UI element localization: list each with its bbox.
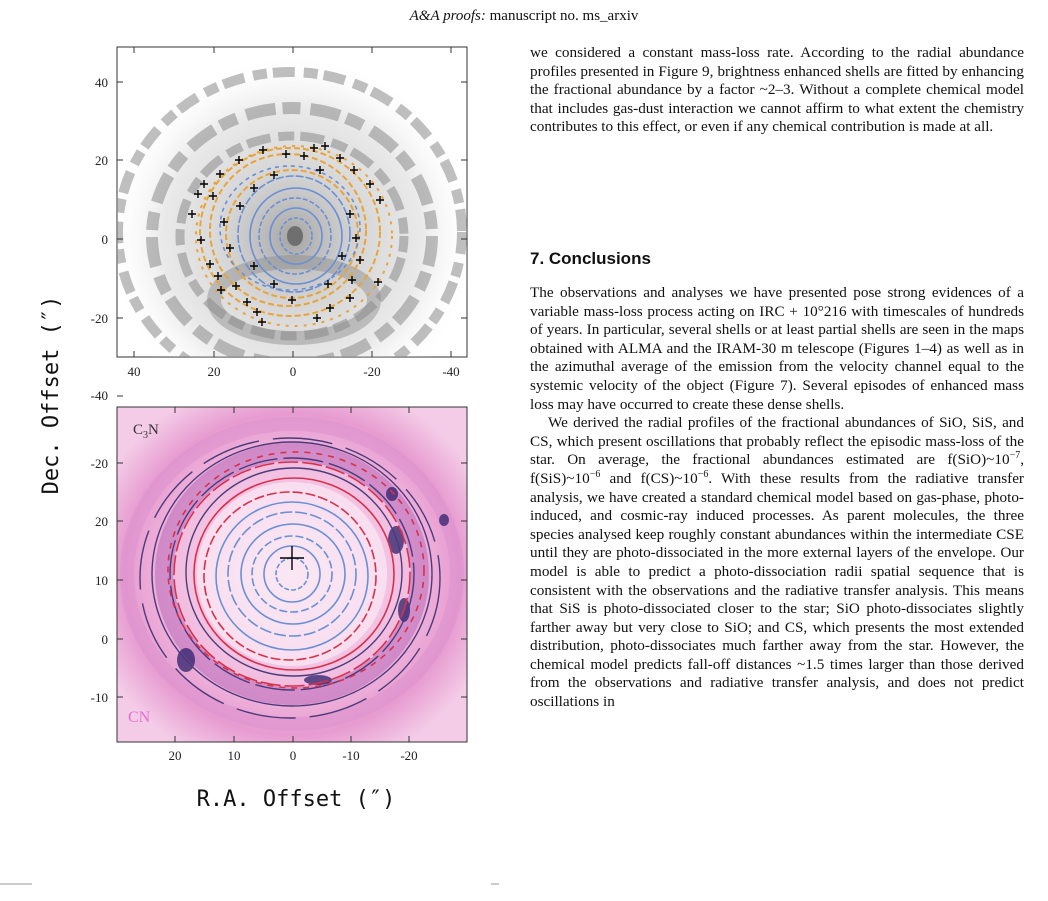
top-y-tick: 40 [95,75,108,90]
exponent: −6 [589,468,601,480]
bottom-y-tick: 0 [101,632,108,647]
exponent: −7 [1009,450,1021,462]
journal-name: A&A proofs: [409,8,486,24]
top-y-tick: -20 [90,311,108,326]
bottom-y-tick: -20 [90,456,108,471]
paragraph-2 [530,414,1024,712]
figure [0,0,520,901]
exponent: −6 [697,468,709,480]
paragraph-text: we considered a constant mass-loss rate. According to the radial abundance profiles presented in Figure 9, brightness enhanced shells are fitted by enhancing the fractional abundance by a factor ~2–3. Without a complete chemical model that includes gas-dust interaction we cannot affirm to what extent the chemistry contributes to this effect, or even if any chemical contribution is made at all. [530,44,1024,136]
paragraph-2-text: . With these results from the radiative transfer analysis, we have created a standard chemical model based on gas-phase, photo-induced, and cosmic-ray induced processes. As parent molecules, the three species analysed keep roughly constant abundances within the intermediate CSE until they are photo-dissociated in the more external layers of the envelope. Our model is able to predict a photo-dissociation radii spatial sequence that is consistent with the observations and the radiative transfer analysis. This means that SiS is photo-dissociated closer to the star; SiO photo-dissociates slightly farther away but very close to SiO; and CS, which presents the most extended distribution, photo-dissociates much farther away from the star. However, the chemical model predicts fall-off distances ~1.5 times larger than those derived from the observations and radiative transfer analysis, and does not predict oscillations in [530,469,1024,711]
bottom-y-tick: 20 [95,514,108,529]
paragraph-2-text: and f(CS)~10 [600,469,698,487]
intro-paragraph [530,44,1024,137]
bottom-y-tick: 10 [95,573,108,588]
bottom-x-tick: 20 [168,748,182,763]
x-axis-label: R.A. Offset (″) [196,787,396,812]
paragraph-1: The observations and analyses we have presented pose strong evidences of a variable mass-loss process acting on IRC + 10°216 with timescales of hundreds of years. In particular, several shells or at least partial shells are seen in the maps obtained with ALMA and the IRAM-30 m telescope (Figures 1–4) as well as in the azimuthal average of the emission from the velocity channel equal to the systemic velocity of the object (Figure 7). Several episodes of enhanced mass loss may have occurred to create these dense shells. [530,284,1024,413]
bottom-x-tick: -10 [342,748,360,763]
top-y-tick: 20 [95,153,108,168]
bottom-x-tick: 0 [289,748,297,763]
top-x-tick: 20 [207,364,221,379]
top-x-tick: -40 [442,364,460,379]
bottom-x-tick: 10 [227,748,241,763]
bottom-x-tick: -20 [400,748,418,763]
c3n-label: $C_3N$ [133,422,159,441]
paragraph-2-text: We derived the radial profiles of the fractional abundances of SiO, SiS, and CS, which present oscillations that probably reflect the episodic mass-loss of the star. On average, the fractional abundances estimated are f(SiO)~10 [530,414,1024,469]
bottom-panel [91,407,467,763]
top-x-tick: 0 [289,364,297,379]
top-x-tick: -20 [363,364,381,379]
paragraph-2-text: , f(SiS)~10 [530,451,1024,487]
conclusions-body [530,284,1024,712]
top-y-tick: 0 [101,232,108,247]
manuscript-id: manuscript no. ms_arxiv [489,8,639,24]
top-panel [91,47,477,423]
top-y-tick: -40 [90,388,108,403]
y-axis-label: Dec. Offset (″) [39,295,64,495]
section-heading: 7. Conclusions [530,249,651,268]
top-x-tick: 40 [127,364,141,379]
bottom-y-tick: -10 [90,690,108,705]
cn-label: CN [128,709,151,726]
